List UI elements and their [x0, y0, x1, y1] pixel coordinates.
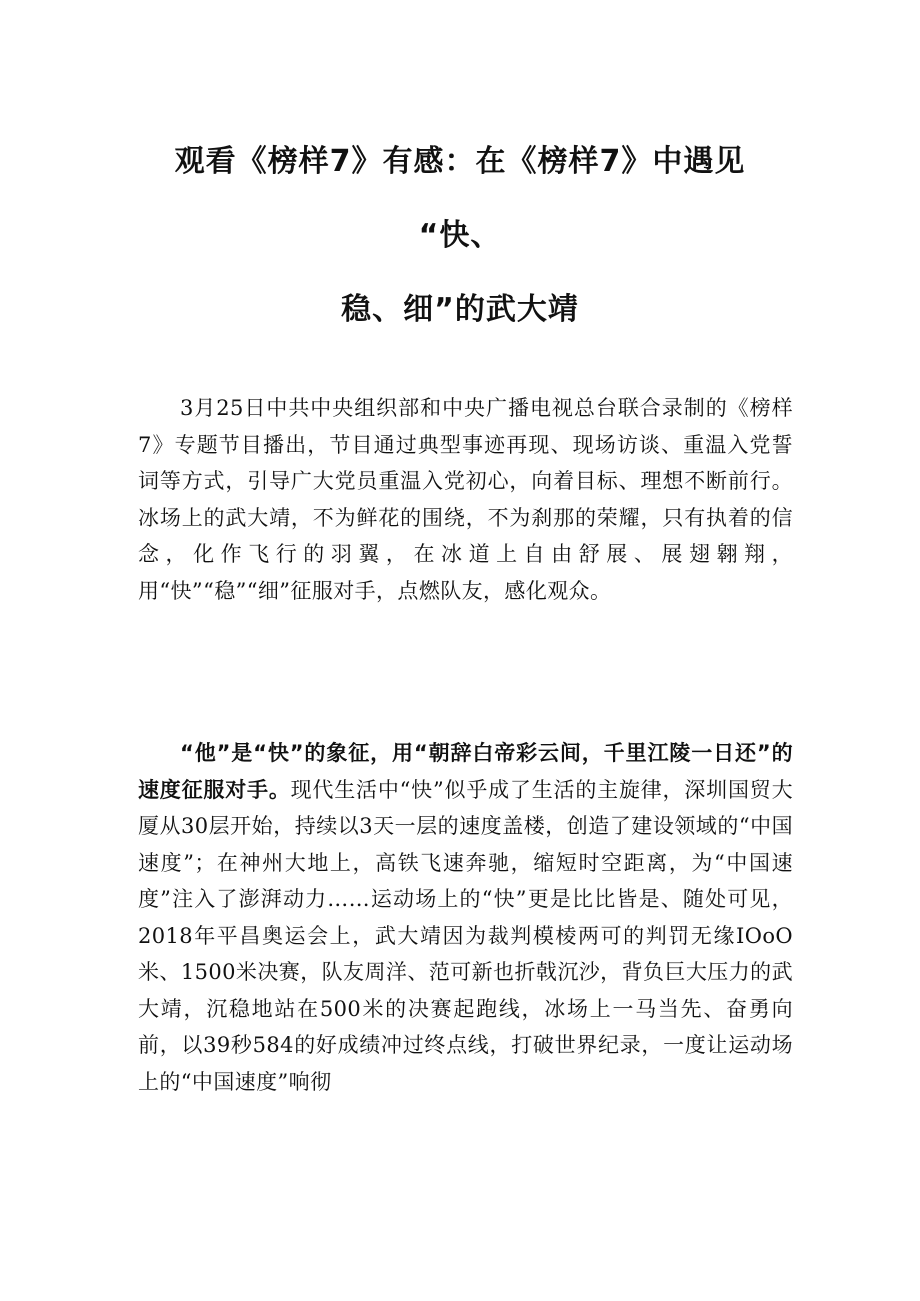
- paragraph-2-text: 现代生活中“快”似乎成了生活的主旋律，深圳国贸大厦从30层开始，持续以3天一层的速度盖楼，创造了建设领域的“中国速度”；在神州大地上，高铁飞速奔驰，缩短时空距离，为“中国速度”注入了澎湃动力……运动场上的“快”更是比比皆是、随处可见，2018年平昌奥运会上，武大靖因为裁判模棱两可的判罚无缘IOoO米、1500米决赛，队友周洋、范可新也折戟沉沙，背负巨大压力的武大靖，沉稳地站在500米的决赛起跑线，冰场上一马当先、奋勇向前，以39秒584的好成绩冲过终点线，打破世界纪录，一度让运动场上的“中国速度”响彻: [138, 777, 793, 1094]
- title-line-2: “快、: [418, 218, 502, 253]
- paragraph-2: [138, 735, 793, 1100]
- paragraph-1-text: 3月25日中共中央组织部和中央广播电视总台联合录制的《榜样7》专题节目播出，节目通过典型事迹再现、现场访谈、重温入党誓词等方式，引导广大党员重温入党初心，向着目标、理想不断前行。冰场上的武大靖，不为鲜花的围绕，不为刹那的荣耀，只有执着的信念，化作飞行的羽翼，在冰道上自由舒展、展翅翱翔，用“快”“稳”“细”征服对手，点燃队友，感化观众。: [138, 396, 793, 603]
- title-line-1: 观看《榜样7》有感：在《榜样7》中遇见: [174, 144, 746, 179]
- title-line-3: 稳、细”的武大靖: [341, 292, 579, 327]
- paragraph-1: [138, 390, 793, 609]
- paragraph-2-lead-bold: “他”是“快”的象征，用“朝辞白帝彩云间，千里江陵一日还”的速度征服对手。: [138, 741, 793, 802]
